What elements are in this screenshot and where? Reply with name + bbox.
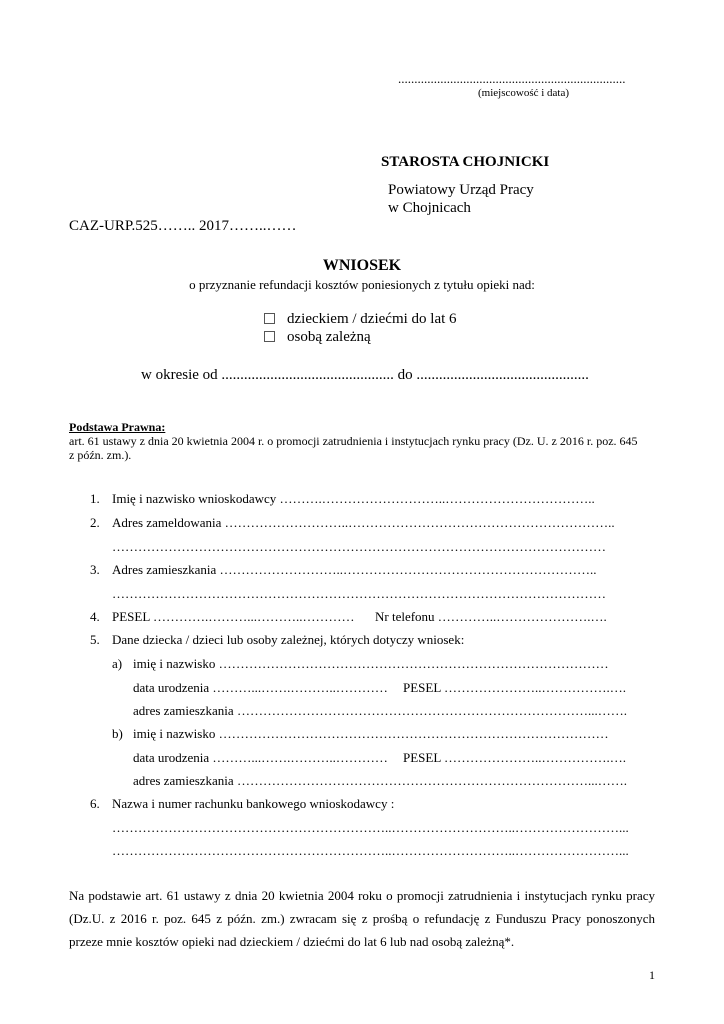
registered-address-field[interactable]: Adres zameldowania ………………………..…………………………………………………….. (112, 515, 615, 530)
addressee: STAROSTA CHOJNICKI (381, 154, 550, 170)
dependent-a-address-field[interactable]: adres zamieszkania ………………………………………………………………………...……. (133, 703, 627, 718)
page-number: 1 (649, 968, 655, 982)
legal-basis-heading: Podstawa Prawna: (69, 420, 166, 434)
dependent-b-pesel-field[interactable]: PESEL …………………..…………….…. (403, 750, 627, 765)
option-dependent-label: osobą zależną (287, 329, 371, 345)
date-place-caption: (miejscowość i data) (478, 87, 570, 99)
item-number: 6. (90, 796, 100, 811)
office-name: Powiatowy Urząd Pracy (388, 182, 534, 198)
legal-basis-line1: art. 61 ustawy z dnia 20 kwietnia 2004 r. o promocji zatrudnienia i instytucjach rynku pracy (Dz. U. z 2016 r. poz. 645 (69, 434, 638, 448)
dependent-a-birthdate-field[interactable]: data urodzenia ………...…….………..………… (133, 680, 388, 695)
option-children[interactable] (264, 311, 457, 328)
registered-address-continuation[interactable]: …………………………………………………………………………………………………… (112, 539, 606, 554)
dependent-a-name-field[interactable]: imię i nazwisko ……………………………………………………………………………… (133, 656, 609, 671)
applicant-name-field[interactable]: Imię i nazwisko wnioskodawcy ……….………………………..…………………………….. (112, 491, 595, 506)
dependent-b-birthdate-field[interactable]: data urodzenia ………...…….………..………… (133, 750, 388, 765)
dependent-b-address-field[interactable]: adres zamieszkania ………………………………………………………………………...……. (133, 773, 627, 788)
checkbox-icon[interactable] (264, 313, 275, 324)
reference-number: CAZ-URP.525…….. 2017……..…… (69, 218, 297, 234)
phone-field[interactable]: Nr telefonu …………..………………….…. (375, 609, 607, 624)
bank-account-field-line1[interactable]: ………………………………………………………..………………………..……………………... (112, 820, 629, 835)
document-title: WNIOSEK (322, 257, 402, 274)
residence-address-field[interactable]: Adres zamieszkania ………………………..………………………………………………….. (112, 562, 597, 577)
item-number: 1. (90, 491, 100, 506)
sub-letter: b) (112, 726, 123, 741)
legal-basis-line2: z późn. zm.). (69, 448, 132, 462)
item-number: 2. (90, 515, 100, 530)
bank-account-label: Nazwa i numer rachunku bankowego wnioskodawcy : (112, 796, 395, 811)
bank-account-field-line2[interactable]: ………………………………………………………..………………………..……………………... (112, 843, 629, 858)
period-line: w okresie od .............................................. do .............................................. (141, 367, 589, 383)
closing-paragraph: Na podstawie art. 61 ustawy z dnia 20 kwietnia 2004 roku o promocji zatrudnienia i instytucjach rynku pracy (Dz.U. z 2016 r. poz. 645 z późn. zm.) zwracam się z prośbą o refundację z Funduszu Pracy ponoszonych przeze mnie kosztów opieki nad dzieckiem / dziećmi do lat 6 lub nad osobą zależną*. (69, 888, 655, 949)
dependent-a-pesel-field[interactable]: PESEL …………………..…………….…. (403, 680, 627, 695)
date-place-line: ...................................................................... (398, 71, 626, 86)
item-number: 5. (90, 632, 100, 647)
item-number: 4. (90, 609, 100, 624)
sub-letter: a) (112, 656, 123, 671)
dependent-b-name-field[interactable]: imię i nazwisko ……………………………………………………………………………… (133, 726, 609, 741)
residence-address-continuation[interactable]: …………………………………………………………………………………………………… (112, 586, 606, 601)
pesel-field[interactable]: PESEL ………….………...………..………… (112, 609, 355, 624)
option-dependent[interactable] (264, 329, 371, 346)
document-subtitle: o przyznanie refundacji kosztów poniesionych z tytułu opieki nad: (189, 277, 535, 292)
checkbox-icon[interactable] (264, 331, 275, 342)
office-city: w Chojnicach (388, 200, 471, 216)
option-children-label: dzieckiem / dziećmi do lat 6 (287, 311, 457, 327)
dependent-data-label: Dane dziecka / dzieci lub osoby zależnej, których dotyczy wniosek: (112, 632, 465, 647)
item-number: 3. (90, 562, 100, 577)
